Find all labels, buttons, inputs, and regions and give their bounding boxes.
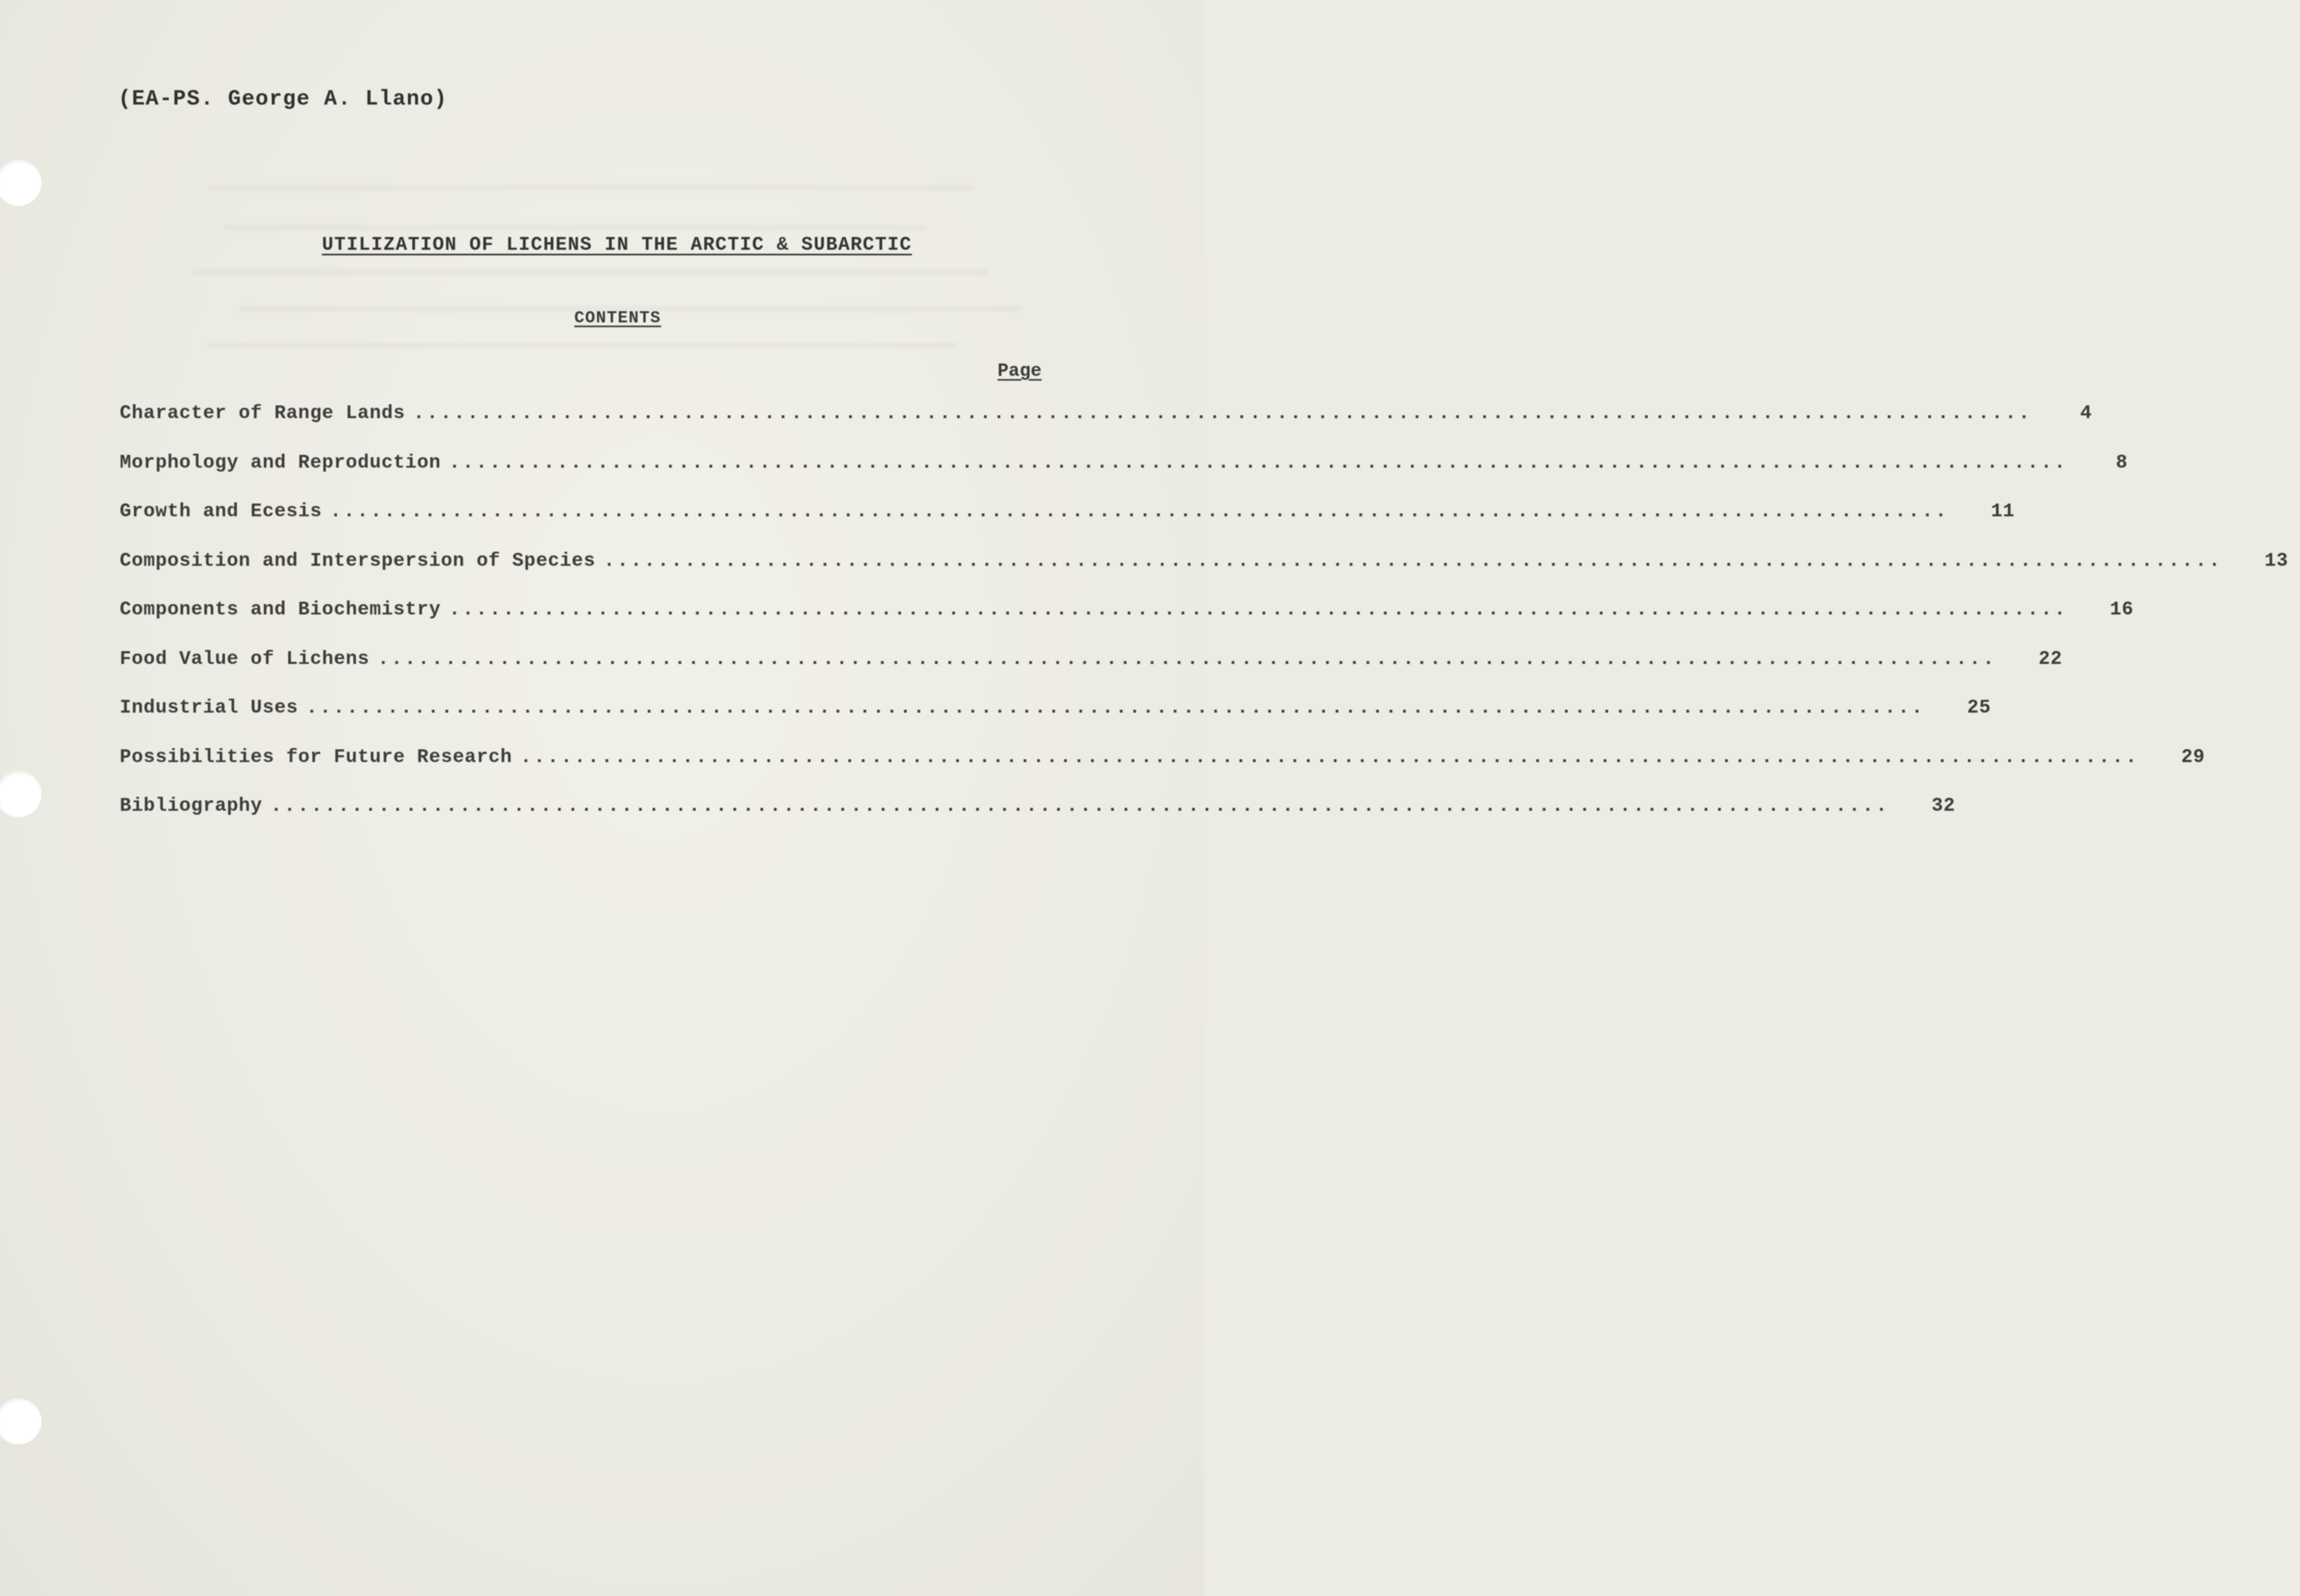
show-through-mark [192, 270, 990, 275]
punch-hole [0, 1398, 41, 1444]
toc-entry [120, 501, 2015, 551]
toc-entry [120, 697, 1991, 747]
punch-hole [0, 771, 41, 817]
dot-leader: ........................................................................................................................ [449, 452, 2068, 474]
toc-entry [120, 452, 2128, 502]
toc-entry-page: 16 [2109, 599, 2134, 621]
toc-entry [120, 746, 2205, 796]
toc-entry [120, 599, 2134, 649]
show-through-mark [207, 343, 958, 348]
toc-entry-title: Growth and Ecesis [120, 501, 322, 523]
dot-leader: ........................................................................................................................ [520, 746, 2140, 768]
toc-entry-title: Composition and Interspersion of Species [120, 550, 596, 572]
toc-entry-page: 13 [2264, 550, 2289, 572]
dot-leader: ........................................................................................................................ [413, 403, 2032, 425]
dot-leader: ........................................................................................................................ [270, 796, 1890, 817]
toc-entry [120, 550, 2289, 600]
toc-entry [120, 796, 1956, 845]
toc-entry-page: 29 [2181, 746, 2205, 768]
table-of-contents [120, 403, 2289, 845]
toc-entry-title: Food Value of Lichens [120, 648, 370, 670]
toc-entry-page: 8 [2116, 452, 2128, 474]
dot-leader: ........................................................................................................................ [330, 501, 1949, 523]
toc-entry-title: Morphology and Reproduction [120, 452, 441, 474]
page-column-label: Page [998, 361, 1042, 381]
show-through-mark [207, 185, 974, 190]
toc-entry-title: Bibliography [120, 796, 263, 817]
toc-entry [120, 403, 2093, 452]
toc-entry-page: 25 [1966, 697, 1991, 719]
toc-entry-page: 22 [2038, 648, 2063, 670]
contents-heading: CONTENTS [574, 310, 662, 328]
toc-entry-title: Character of Range Lands [120, 403, 405, 425]
toc-entry [120, 648, 2063, 698]
punch-hole [0, 160, 41, 206]
dot-leader: ........................................................................................................................ [377, 648, 1997, 670]
toc-entry-page: 11 [1990, 501, 2015, 523]
show-through-mark [223, 225, 926, 230]
document-title: UTILIZATION OF LICHENS IN THE ARCTIC & SUBARCTIC [322, 235, 912, 256]
toc-entry-page: 32 [1931, 796, 1956, 817]
dot-leader: ........................................................................................................................ [603, 550, 2223, 572]
toc-entry-page: 4 [2080, 403, 2093, 425]
dot-leader: ........................................................................................................................ [449, 599, 2068, 621]
document-reference: (EA-PS. George A. Llano) [118, 88, 448, 112]
toc-entry-title: Components and Biochemistry [120, 599, 441, 621]
toc-entry-title: Industrial Uses [120, 697, 298, 719]
dot-leader: ........................................................................................................................ [306, 697, 1925, 719]
toc-entry-title: Possibilities for Future Research [120, 746, 512, 768]
